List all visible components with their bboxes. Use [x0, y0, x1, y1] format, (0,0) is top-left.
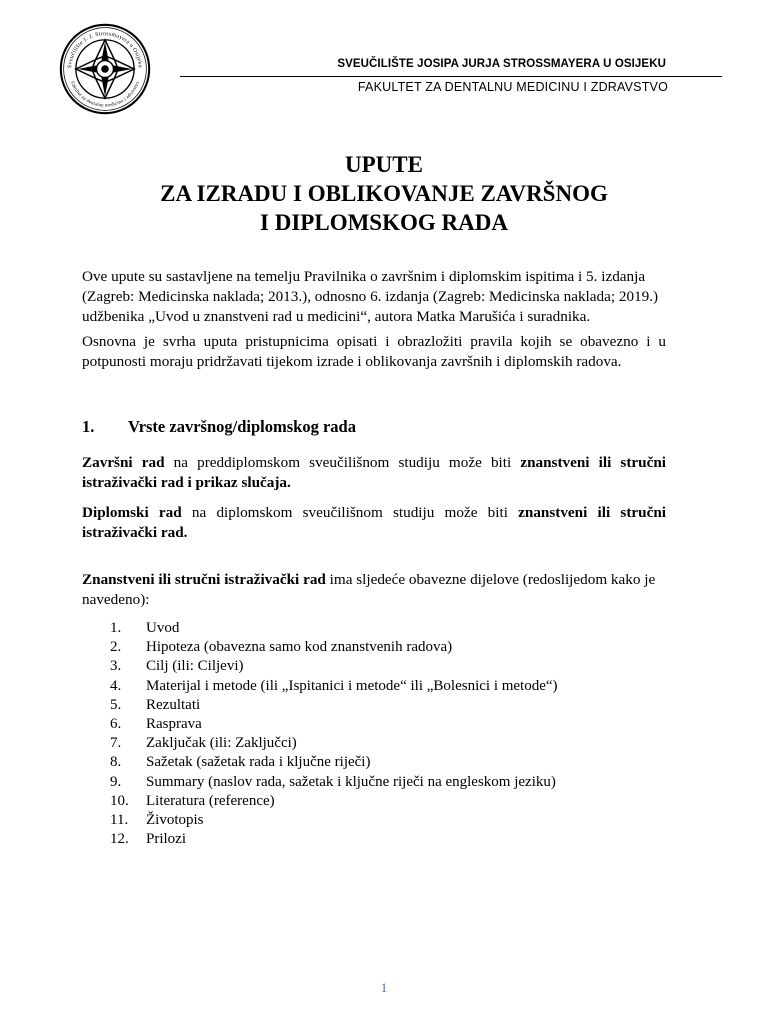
section-heading	[82, 417, 356, 437]
list-number: 2.	[110, 639, 122, 656]
list-text: Rasprava	[146, 715, 202, 732]
list-item	[110, 811, 558, 830]
list-item	[110, 734, 558, 753]
list-item	[110, 830, 558, 849]
paragraph-text: ima sljedeće obavezne dijelove (redoslijedom kako je navedeno):	[82, 571, 656, 608]
diploma-thesis-paragraph	[82, 503, 666, 543]
university-name: SVEUČILIŠTE JOSIPA JURJA STROSSMAYERA U OSIJEKU	[337, 58, 666, 70]
list-number: 9.	[110, 773, 122, 790]
list-text: Materijal i metode (ili „Ispitanici i metode“ ili „Bolesnici i metode“)	[146, 677, 558, 694]
intro-paragraph-1: Ove upute su sastavljene na temelju Pravilnika o završnim i diplomskim ispitima i 5. izdanja (Zagreb: Medicinska naklada; 2013.), odnosno 6. izdanja (Zagreb: Medicinska naklada; 2019.) udžbenika „Uvod u znanstveni rad u medicini“, autora Matka Marušića i suradnika.	[82, 268, 659, 325]
list-text: Cilj (ili: Ciljevi)	[146, 658, 244, 675]
intro-paragraph-2: Osnovna je svrha uputa pristupnicima opisati i obrazložiti pravila kojih se obavezno i u potpunosti moraju pridržavati tijekom izrade i oblikovanja završnih i diplomskih radova.	[82, 333, 666, 370]
list-number: 10.	[110, 792, 129, 809]
list-number: 12.	[110, 831, 129, 848]
paragraph-text: na diplomskom sveučilišnom studiju može biti	[181, 504, 519, 521]
paragraph-text: na preddiplomskom sveučilišnom studiju može biti	[164, 454, 521, 471]
list-item	[110, 696, 558, 715]
list-number: 4.	[110, 677, 122, 694]
title-line-1: UPUTE	[345, 152, 423, 177]
list-item	[110, 657, 558, 676]
list-item	[110, 792, 558, 811]
svg-text:Fakultet za dentalnu medicinu: Fakultet za dentalnu medicinu i zdravstvo	[69, 80, 141, 109]
title-line-3: I DIPLOMSKOG RADA	[260, 210, 508, 235]
list-number: 3.	[110, 658, 122, 675]
list-text: Zaključak (ili: Zaključci)	[146, 735, 297, 752]
list-number: 8.	[110, 754, 122, 771]
list-text: Hipoteza (obavezna samo kod znanstvenih radova)	[146, 639, 453, 656]
list-text: Sažetak (sažetak rada i ključne riječi)	[146, 754, 371, 771]
header-divider	[180, 76, 722, 77]
list-text: Životopis	[146, 811, 204, 828]
document-title	[0, 150, 768, 237]
bold-term: Znanstveni ili stručni istraživački rad	[82, 571, 326, 588]
list-number: 5.	[110, 696, 122, 713]
list-text: Rezultati	[146, 696, 201, 713]
list-number: 1.	[110, 620, 122, 636]
list-text: Summary (naslov rada, sažetak i ključne riječi na engleskom jeziku)	[146, 773, 556, 790]
list-text: Literatura (reference)	[146, 792, 275, 809]
document-header	[0, 0, 768, 110]
list-text: Prilozi	[146, 831, 186, 848]
bold-term: Završni rad	[82, 454, 165, 471]
final-thesis-paragraph	[82, 453, 666, 493]
list-item	[110, 753, 558, 772]
bold-term: Diplomski rad	[82, 504, 182, 521]
section-number: 1.	[82, 417, 95, 436]
list-text: Uvod	[146, 620, 180, 636]
svg-text:Sveučilište J. J. Strossmayera: Sveučilište J. J. Strossmayera u Osijeku	[67, 31, 143, 69]
list-item	[110, 677, 558, 696]
title-line-2: ZA IZRADU I OBLIKOVANJE ZAVRŠNOG	[160, 181, 608, 206]
bold-term: znanstveni ili stručni istraživački rad i prikaz slučaja.	[82, 454, 666, 491]
list-item	[110, 638, 558, 657]
list-number: 11.	[110, 811, 129, 828]
faculty-name: FAKULTET ZA DENTALNU MEDICINU I ZDRAVSTVO	[357, 80, 668, 94]
bold-term: znanstveni ili stručni istraživački rad.	[82, 504, 666, 541]
list-item	[110, 619, 558, 638]
required-parts-intro	[82, 570, 666, 610]
list-item	[110, 715, 558, 734]
section-title: Vrste završnog/diplomskog rada	[128, 417, 356, 436]
page-number: 1	[380, 980, 388, 995]
list-item	[110, 773, 558, 792]
list-number: 6.	[110, 715, 122, 732]
list-number: 7.	[110, 735, 122, 752]
required-parts-list	[110, 619, 558, 849]
university-seal-logo	[58, 22, 152, 116]
